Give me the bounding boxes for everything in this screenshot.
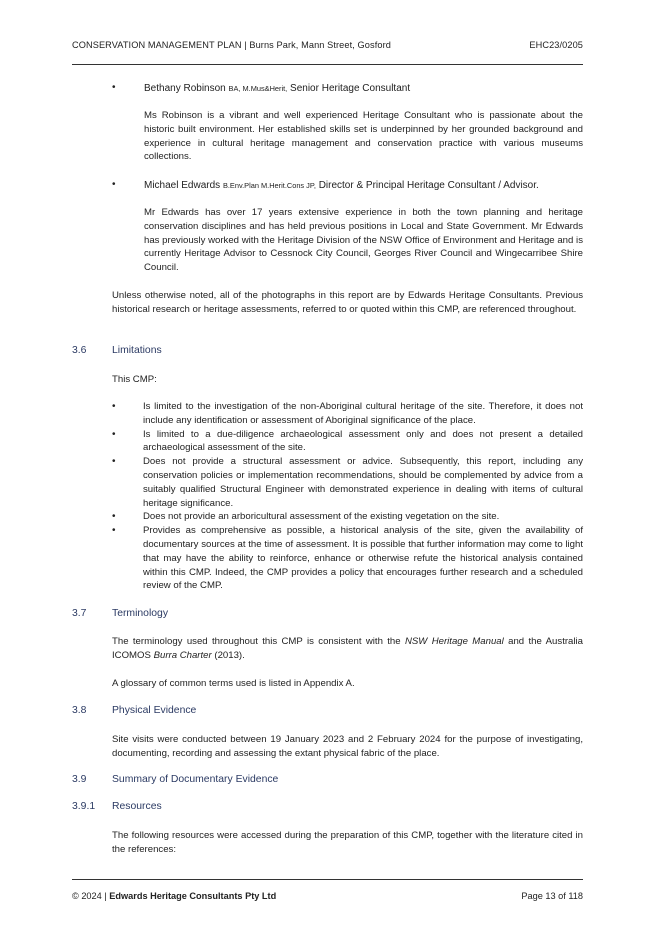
glossary-note: A glossary of common terms used is listed in Appendix A.: [112, 678, 355, 689]
list-item: • Is limited to a due-diligence archaeological assessment only and does not present a detailed archaeological assessment of the site.: [112, 428, 583, 456]
staff-entry-edwards: [144, 179, 583, 193]
staff-bio-edwards: Mr Edwards has over 17 years extensive experience in both the town planning and heritage conservation disciplines and has held previous positions in Local and State Government. Mr Edwards has previously worked with the Heritage Division of the NSW Office of Environment and Heritage and is currently Heritage Advisor to Cessnock City Council, Georges River Council and Wingecarribee Shire Council.: [144, 207, 583, 274]
resources-paragraph: The following resources were accessed during the preparation of this CMP, together with the literature cited in the references:: [112, 830, 583, 855]
footer-company: Edwards Heritage Consultants Pty Ltd: [109, 891, 277, 901]
page-footer: [72, 891, 583, 901]
section-title: Physical Evidence: [112, 705, 197, 716]
header-rule: [72, 64, 583, 65]
staff-entry-robinson: [144, 82, 583, 96]
photos-note: Unless otherwise noted, all of the photographs in this report are by Edwards Heritage Consultants. Previous historical research or heritage assessments, referred to or quoted within this CMP, are referenced throughout.: [112, 290, 583, 315]
physical-evidence-paragraph: Site visits were conducted between 19 January 2023 and 2 February 2024 for the purpose of investigating, documenting, recording and assessing the extant physical fabric of the place.: [112, 734, 583, 759]
list-item: • Is limited to the investigation of the non-Aboriginal cultural heritage of the site. Therefore, it does not include any identification or assessment of Aboriginal significance of the place.: [112, 400, 583, 428]
terminology-paragraph: The terminology used throughout this CMP is consistent with the NSW Heritage Manual and the Australia ICOMOS Burra Charter (2013).: [112, 636, 583, 661]
limitations-intro: This CMP:: [112, 374, 157, 385]
section-title: Resources: [112, 801, 162, 812]
list-item: • Does not provide an arboricultural assessment of the existing vegetation on the site.: [112, 510, 583, 524]
limitations-list: [112, 400, 583, 593]
list-item: • Provides as comprehensive as possible, a historical analysis of the site, given the availability of documentary sources at the time of assessment. It is possible that further information may come to light that may have the ability to reinforce, enhance or otherwise refute the historical analysis contained within this CMP. Indeed, the CMP provides a policy that encourages further research and a scheduled review of the CMP.: [112, 524, 583, 593]
footer-copyright: © 2024 | Edwards Heritage Consultants Pty Ltd: [72, 891, 277, 901]
section-number: 3.8: [72, 705, 87, 716]
footer-rule: [72, 879, 583, 880]
charter-title: Burra Charter: [153, 649, 212, 661]
staff-role: Director & Principal Heritage Consultant / Advisor.: [318, 180, 539, 191]
header-reference: EHC23/0205: [529, 40, 583, 50]
section-number: 3.6: [72, 345, 87, 356]
list-item: • Does not provide a structural assessment or advice. Subsequently, this report, including any conservation policies or implementation recommendations, should be complemented by advice from a suitably qualified Structural Engineer with demonstrated experience in dealing with items of cultural heritage significance.: [112, 455, 583, 510]
page-header: [72, 40, 583, 50]
manual-title: NSW Heritage Manual: [404, 636, 504, 647]
section-number: 3.7: [72, 608, 87, 619]
staff-bio-robinson: Ms Robinson is a vibrant and well experienced Heritage Consultant who is passionate about the historic built environment. Her established skills set is underpinned by her grounded background and experience in cultural heritage management and conservation practice with various museums collections.: [144, 110, 583, 163]
header-title: CONSERVATION MANAGEMENT PLAN | Burns Park, Mann Street, Gosford: [72, 40, 391, 50]
section-number: 3.9: [72, 774, 87, 785]
bullet: •: [112, 179, 116, 190]
staff-qualifications: BA, M.Mus&Herit,: [228, 84, 288, 93]
section-number: 3.9.1: [72, 801, 96, 812]
staff-role: Senior Heritage Consultant: [290, 83, 411, 94]
staff-name: Michael Edwards: [144, 180, 221, 191]
bullet: •: [112, 82, 116, 93]
page-number: Page 13 of 118: [521, 891, 583, 901]
section-title: Limitations: [112, 345, 162, 356]
staff-qualifications: B.Env.Plan M.Herit.Cons JP,: [222, 181, 316, 190]
section-title: Summary of Documentary Evidence: [112, 774, 279, 785]
section-title: Terminology: [112, 608, 169, 619]
staff-name: Bethany Robinson: [144, 83, 226, 94]
